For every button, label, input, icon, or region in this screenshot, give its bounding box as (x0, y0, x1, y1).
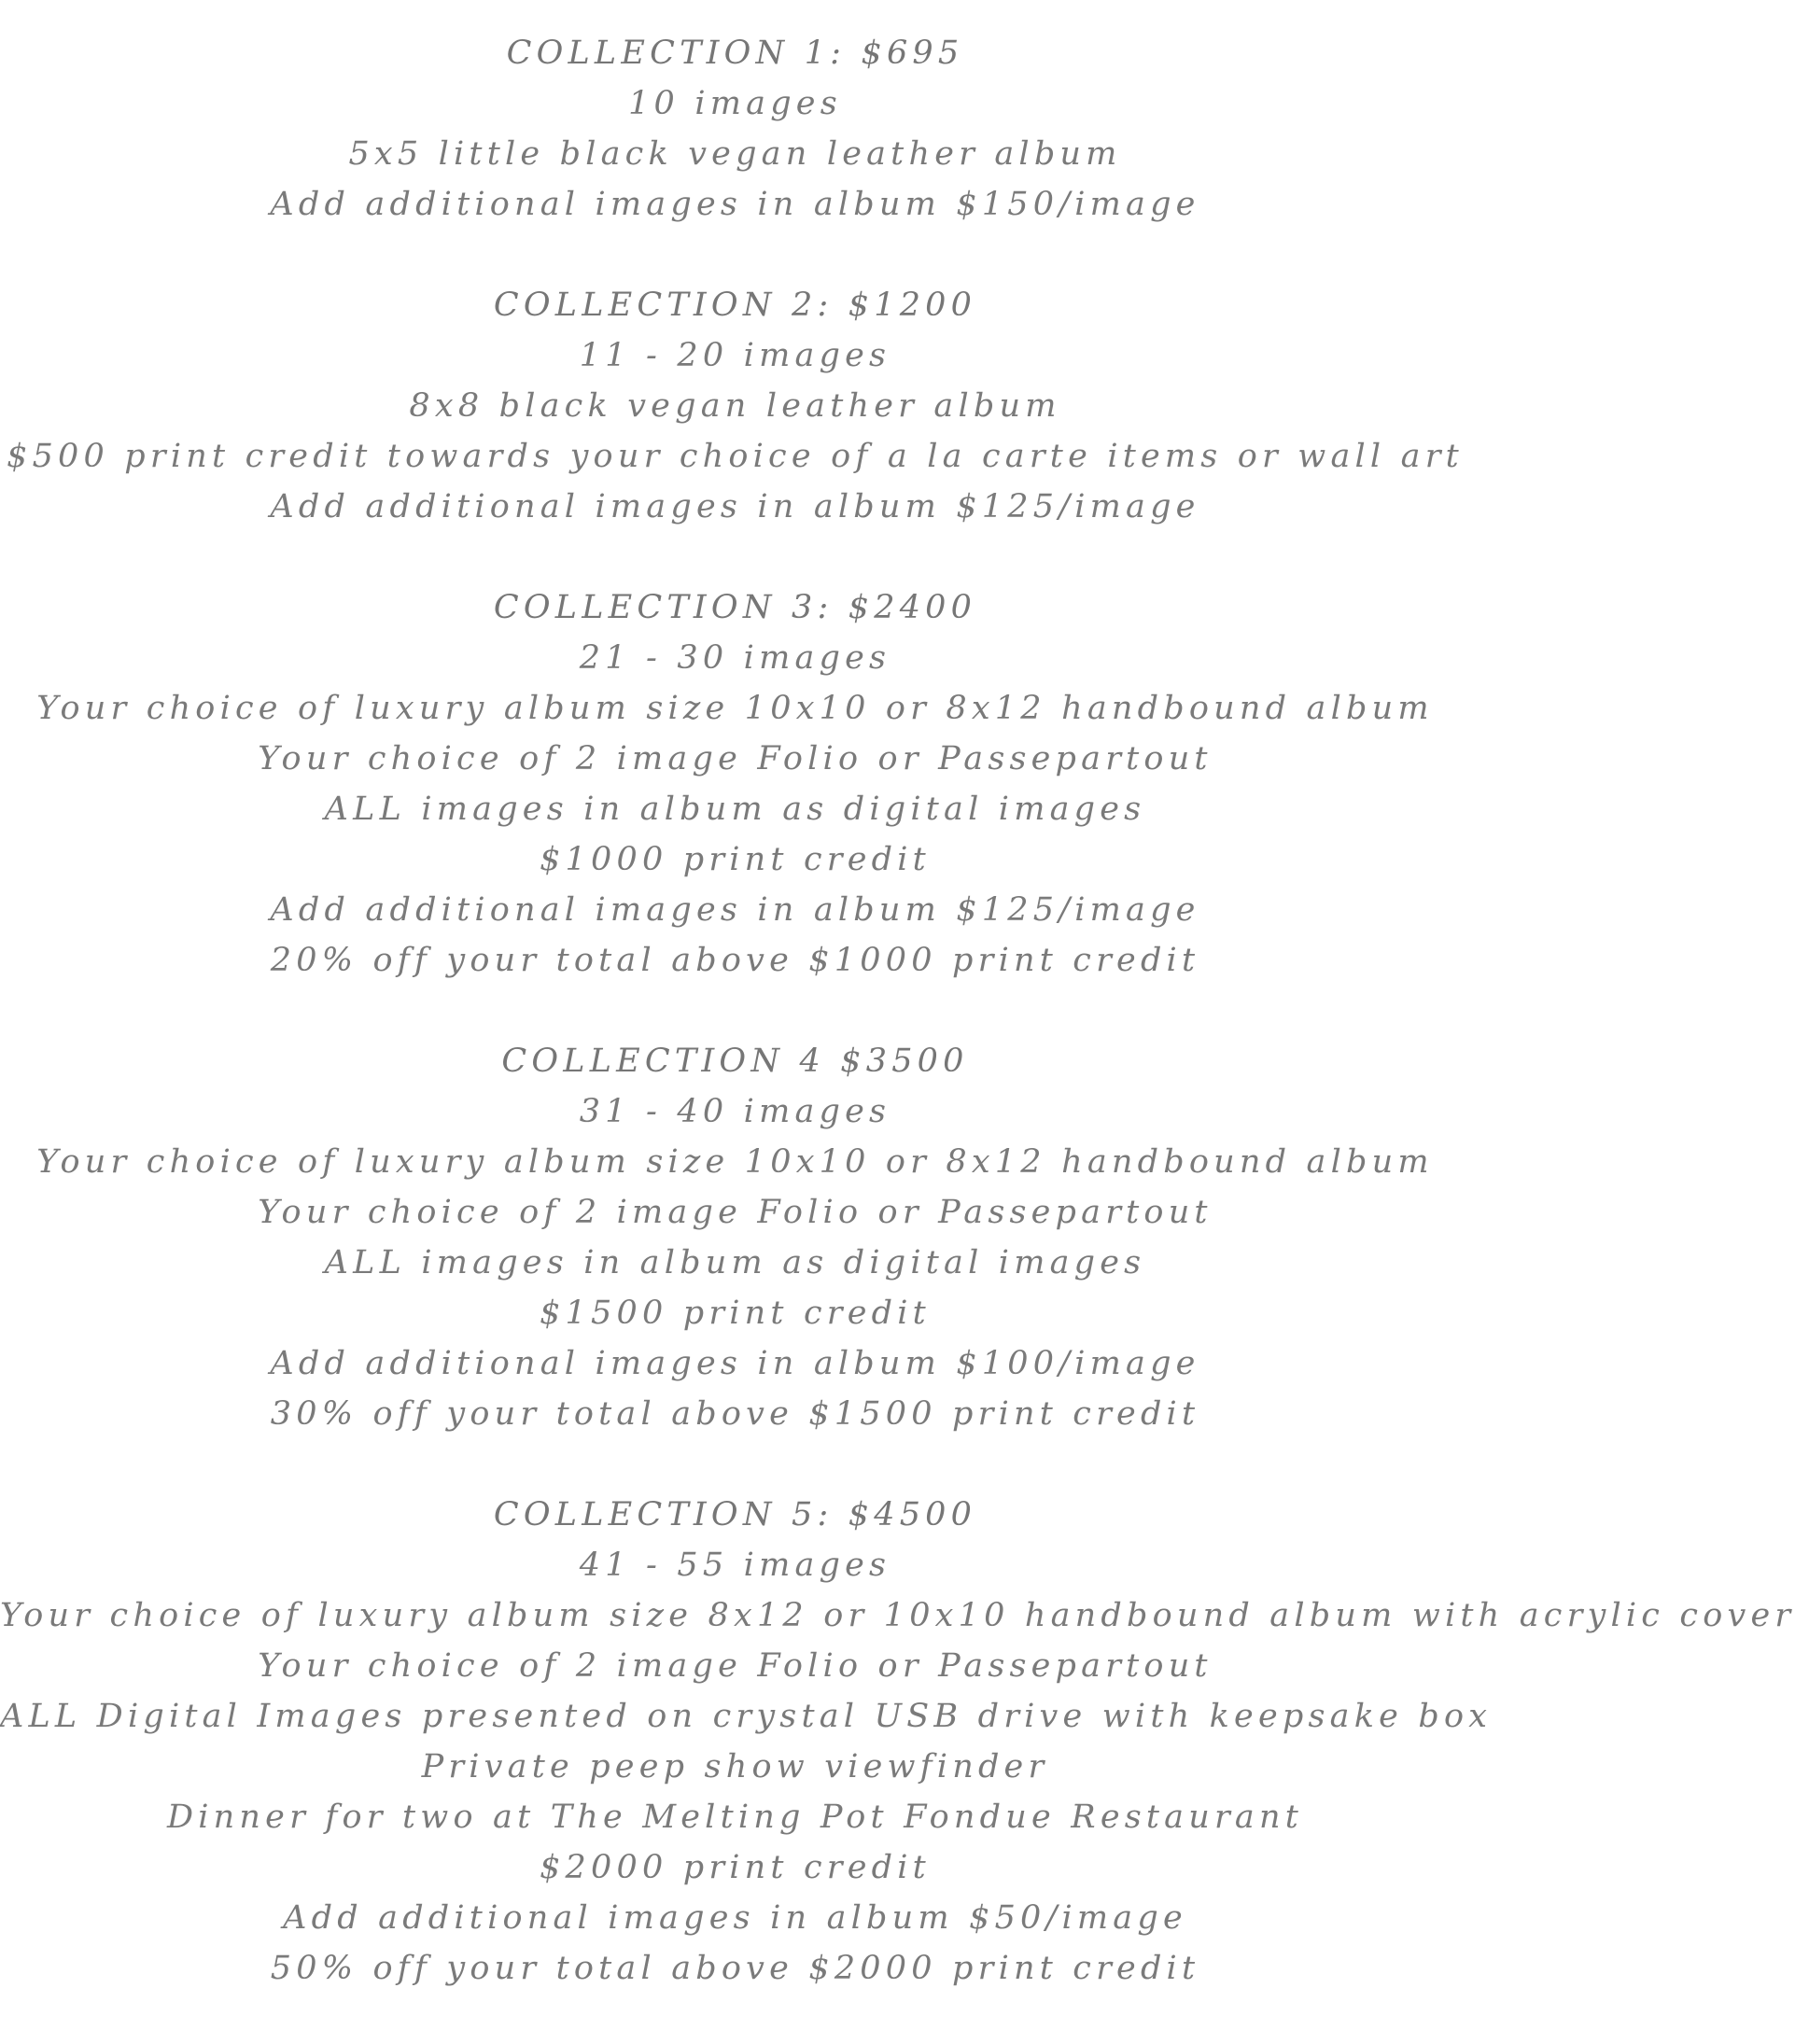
collection-3 (0, 582, 1470, 986)
collection-title: COLLECTION 3: $2400 (493, 589, 977, 626)
collection-title: COLLECTION 4 $3500 (501, 1043, 969, 1080)
collection-line: Your choice of 2 image Folio or Passepartout (258, 1647, 1213, 1685)
collection-1 (0, 28, 1470, 230)
collection-line: 11 - 20 images (579, 337, 891, 374)
collection-line: Private peep show viewfinder (421, 1748, 1049, 1785)
collection-line: 10 images (628, 85, 842, 122)
collection-line: $1000 print credit (540, 841, 931, 878)
collections-list (0, 28, 1795, 2044)
collection-line: Your choice of luxury album size 8x12 or 10x10 handbound album with acrylic cover (0, 1597, 1795, 1634)
collection-line: Add additional images in album $100/image (270, 1345, 1200, 1382)
collection-line: 20% off your total above $1000 print credit (270, 942, 1200, 979)
collection-line: Add additional images in album $125/image (270, 488, 1200, 525)
collection-line: ALL images in album as digital images (324, 791, 1146, 828)
collection-5 (0, 1490, 1795, 1994)
collection-line: 50% off your total above $2000 print credit (270, 1950, 1200, 1987)
collection-title: COLLECTION 5: $4500 (493, 1496, 977, 1533)
collection-line: 41 - 55 images (579, 1547, 891, 1584)
collection-line: ALL Digital Images presented on crystal USB drive with keepsake box (0, 1698, 1493, 1735)
collection-line: Add additional images in album $150/image (270, 186, 1200, 223)
collection-line: Your choice of 2 image Folio or Passepartout (258, 1194, 1213, 1231)
collection-2 (0, 280, 1470, 532)
collection-line: 5x5 little black vegan leather album (348, 135, 1122, 173)
collection-line: $2000 print credit (540, 1849, 931, 1886)
collection-line: 8x8 black vegan leather album (409, 387, 1061, 425)
collection-line: 31 - 40 images (579, 1093, 891, 1130)
collection-line: Your choice of luxury album size 10x10 or 8x12 handbound album (36, 690, 1434, 727)
collection-line: ALL images in album as digital images (324, 1244, 1146, 1281)
collection-line: 30% off your total above $1500 print credit (270, 1395, 1200, 1433)
collection-title: COLLECTION 2: $1200 (493, 287, 977, 324)
collection-line: Add additional images in album $125/image (270, 891, 1200, 929)
collection-line: Add additional images in album $50/image (283, 1899, 1187, 1937)
collection-line: Dinner for two at The Melting Pot Fondue Restaurant (167, 1799, 1303, 1836)
collection-line: Your choice of luxury album size 10x10 or 8x12 handbound album (36, 1143, 1434, 1181)
collection-line: $1500 print credit (540, 1295, 931, 1332)
collection-4 (0, 1036, 1470, 1439)
collection-title: COLLECTION 1: $695 (506, 35, 964, 72)
collection-line: Your choice of 2 image Folio or Passepartout (258, 740, 1213, 777)
collection-line: $500 print credit towards your choice of a la carte items or wall art (7, 438, 1464, 475)
collection-line: 21 - 30 images (579, 639, 891, 677)
